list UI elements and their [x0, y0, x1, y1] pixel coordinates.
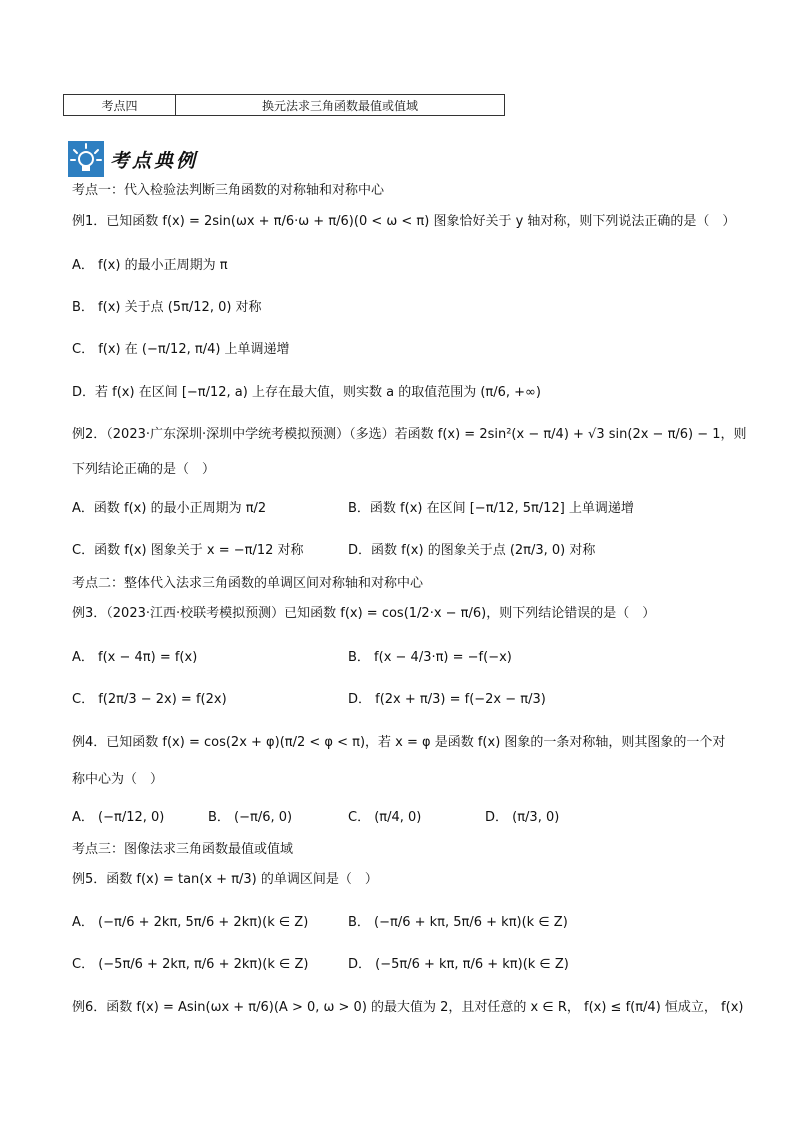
example-1-option-b: B． f(x) 关于点 (5π/12, 0) 对称 [72, 300, 262, 315]
example-5-option-c: C． (−5π/6 + 2kπ, π/6 + 2kπ)(k ∈ Z) [72, 957, 309, 972]
example-3-option-a: A． f(x − 4π) = f(x) [72, 650, 198, 665]
example-3-option-c: C． f(2π/3 − 2x) = f(2x) [72, 692, 227, 707]
example-1-option-c: C． f(x) 在 (−π/12, π/4) 上单调递增 [72, 342, 290, 357]
example-5-option-b: B． (−π/6 + kπ, 5π/6 + kπ)(k ∈ Z) [348, 915, 568, 930]
example-4-option-d: D． (π/3, 0) [485, 810, 560, 825]
example-2-option-d: D．函数 f(x) 的图象关于点 (2π/3, 0) 对称 [348, 543, 596, 558]
topic-heading-3: 考点三：图像法求三角函数最值或值域 [72, 842, 294, 857]
banner-title: 考点典例 [110, 149, 199, 172]
example-1-option-a: A． f(x) 的最小正周期为 π [72, 258, 228, 273]
example-2-option-b: B．函数 f(x) 在区间 [−π/12, 5π/12] 上单调递增 [348, 501, 634, 516]
example-5-option-d: D． (−5π/6 + kπ, π/6 + kπ)(k ∈ Z) [348, 957, 569, 972]
example-1-stem: 例1．已知函数 f(x) = 2sin(ωx + π/6·ω + π/6)(0 < ω < π) 图象恰好关于 y 轴对称，则下列说法正确的是（ ） [72, 214, 736, 229]
example-4-stem-line-2: 称中心为（ ） [72, 772, 164, 787]
example-3-stem: 例3．（2023·江西·校联考模拟预测）已知函数 f(x) = cos(1/2·x − π/6)，则下列结论错误的是（ ） [72, 606, 656, 621]
example-4-stem-line-1: 例4．已知函数 f(x) = cos(2x + φ)(π/2 < φ < π)，若 x = φ 是函数 f(x) 图象的一条对称轴，则其图象的一个对 [72, 735, 726, 750]
example-4-option-b: B． (−π/6, 0) [208, 810, 293, 825]
header-cell-left: 考点四 [64, 95, 176, 115]
topic-heading-1: 考点一：代入检验法判断三角函数的对称轴和对称中心 [72, 183, 385, 198]
example-3-option-d: D． f(2x + π/3) = f(−2x − π/3) [348, 692, 546, 707]
header-cell-right: 换元法求三角函数最值或值域 [261, 98, 418, 113]
example-2-option-a: A．函数 f(x) 的最小正周期为 π/2 [72, 501, 267, 516]
example-1-option-d: D．若 f(x) 在区间 [−π/12, a) 上存在最大值，则实数 a 的取值范围为 (π/6, +∞) [72, 385, 541, 400]
example-4-option-c: C． (π/4, 0) [348, 810, 422, 825]
example-2-option-c: C．函数 f(x) 图象关于 x = −π/12 对称 [72, 543, 304, 558]
example-6-stem: 例6．函数 f(x) = Asin(ωx + π/6)(A > 0, ω > 0) 的最大值为 2，且对任意的 x ∈ R， f(x) ≤ f(π/4) 恒成立， f(x) [72, 1000, 744, 1015]
lightbulb-icon [68, 141, 104, 177]
example-5-stem: 例5．函数 f(x) = tan(x + π/3) 的单调区间是（ ） [72, 872, 378, 887]
topic-heading-2: 考点二：整体代入法求三角函数的单调区间对称轴和对称中心 [72, 576, 424, 591]
example-2-stem-line-1: 例2．（2023·广东深圳·深圳中学统考模拟预测）（多选）若函数 f(x) = 2sin²(x − π/4) + √3 sin(2x − π/6) − 1，则 [72, 427, 747, 442]
example-2-stem-line-2: 下列结论正确的是（ ） [72, 462, 216, 477]
example-4-option-a: A． (−π/12, 0) [72, 810, 165, 825]
section-banner [68, 139, 198, 179]
example-5-option-a: A． (−π/6 + 2kπ, 5π/6 + 2kπ)(k ∈ Z) [72, 915, 309, 930]
header-table [63, 94, 505, 116]
example-3-option-b: B． f(x − 4/3·π) = −f(−x) [348, 650, 512, 665]
